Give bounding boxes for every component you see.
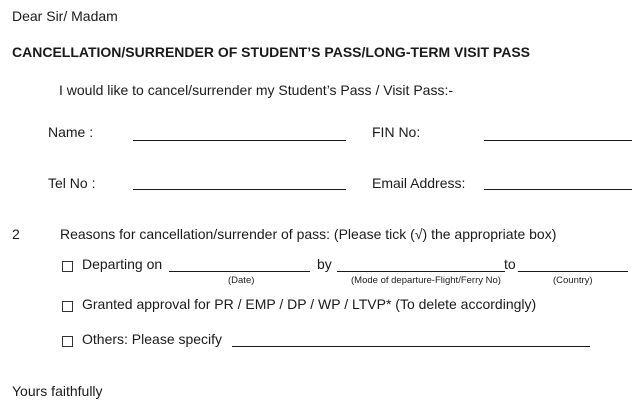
country-field-line[interactable] bbox=[518, 271, 628, 272]
section-number: 2 bbox=[12, 226, 20, 242]
name-field-line[interactable] bbox=[133, 140, 346, 141]
others-checkbox[interactable] bbox=[62, 336, 73, 347]
date-caption: (Date) bbox=[228, 275, 255, 286]
tel-label: Tel No : bbox=[48, 175, 96, 191]
by-text: by bbox=[317, 256, 332, 272]
greeting-text: Dear Sir/ Madam bbox=[12, 8, 118, 24]
others-field-line[interactable] bbox=[232, 346, 590, 347]
country-caption: (Country) bbox=[553, 275, 593, 286]
intro-text: I would like to cancel/surrender my Student’s Pass / Visit Pass:- bbox=[59, 82, 453, 98]
mode-caption: (Mode of departure-Flight/Ferry No) bbox=[351, 275, 501, 286]
name-label: Name : bbox=[48, 124, 94, 140]
granted-checkbox[interactable] bbox=[62, 301, 73, 312]
fin-label: FIN No: bbox=[372, 124, 421, 140]
email-label: Email Address: bbox=[372, 175, 466, 191]
departing-checkbox[interactable] bbox=[62, 261, 73, 272]
granted-label: Granted approval for PR / EMP / DP / WP / LTVP* (To delete accordingly) bbox=[82, 296, 537, 312]
others-label: Others: Please specify bbox=[82, 331, 223, 347]
closing-text: Yours faithfully bbox=[12, 383, 103, 399]
section-heading: Reasons for cancellation/surrender of pass: (Please tick (√) the appropriate box) bbox=[60, 226, 557, 242]
fin-field-line[interactable] bbox=[484, 140, 632, 141]
email-field-line[interactable] bbox=[484, 189, 632, 190]
departing-label: Departing on bbox=[82, 256, 163, 272]
form-title: CANCELLATION/SURRENDER OF STUDENT’S PASS/LONG-TERM VISIT PASS bbox=[12, 44, 531, 60]
mode-field-line[interactable] bbox=[337, 271, 505, 272]
to-text: to bbox=[504, 256, 516, 272]
date-field-line[interactable] bbox=[169, 271, 310, 272]
tel-field-line[interactable] bbox=[133, 189, 346, 190]
